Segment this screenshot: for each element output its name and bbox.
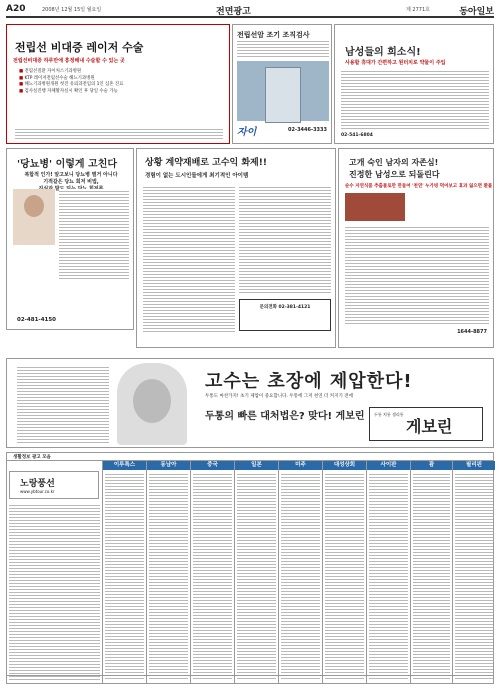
brand-name: 게보린 bbox=[406, 417, 453, 436]
ad-laser-surgery bbox=[6, 24, 230, 144]
page-header bbox=[6, 4, 494, 18]
subtitle-line: 기적같은 당뇨 회저 비법, bbox=[43, 179, 99, 185]
column-body bbox=[9, 503, 100, 681]
building-photo bbox=[237, 61, 329, 121]
brand-tagline: 두통 치통 생리통 bbox=[374, 412, 404, 417]
ad-diabetes bbox=[6, 148, 134, 330]
classifieds-column bbox=[453, 461, 495, 683]
column-heading: 사이판 bbox=[367, 461, 410, 470]
listing-text bbox=[193, 472, 232, 681]
ad-herbal-farming bbox=[136, 148, 336, 348]
ad-subtitle: 경험이 없는 도시인들에게 최기적인 아이템 bbox=[145, 173, 249, 179]
ad-title: 진정한 남성으로 되돌린다 bbox=[349, 170, 440, 179]
column-body bbox=[325, 472, 364, 681]
ad-title: 전립선암 조기 조직검사 bbox=[237, 31, 310, 39]
brand-box bbox=[369, 407, 483, 441]
phone-number: 02-481-4150 bbox=[17, 317, 57, 323]
classifieds-column bbox=[367, 461, 411, 683]
column-heading: 중국 bbox=[191, 461, 234, 470]
ad-slogan: 두통의 빠른 대처법은? 맞다! 게보린 bbox=[205, 411, 365, 422]
ad-body-text bbox=[239, 185, 331, 295]
ad-body-text bbox=[15, 127, 223, 141]
clinic-logo: 자이 bbox=[237, 127, 257, 138]
column-body bbox=[105, 472, 144, 681]
classifieds-column bbox=[235, 461, 279, 683]
classifieds-column bbox=[191, 461, 235, 683]
ad-headline: 고수는 초장에 제압한다! bbox=[205, 371, 413, 392]
ad-body-text bbox=[345, 225, 489, 325]
column-body bbox=[237, 472, 276, 681]
page-number: A20 bbox=[6, 4, 26, 14]
classifieds-column bbox=[411, 461, 453, 683]
ad-title: 상황 계약재배로 고수익 화제!! bbox=[145, 158, 267, 168]
feature-item: ■ 검사실진행 자체활자실시 확인 후 당일 수술 가능 bbox=[19, 89, 229, 96]
column-body bbox=[149, 472, 188, 681]
listing-text bbox=[369, 472, 408, 681]
ad-title: 고개 숙인 남자의 자존심! bbox=[349, 158, 439, 167]
classifieds-section bbox=[6, 452, 494, 684]
column-heading: 동남아 bbox=[147, 461, 190, 470]
column-body bbox=[369, 472, 408, 681]
ad-subtitle: 순수 자연식품 추출물로만 만들어 '천연' 누가빙 먹어보고 효과 잃으면 환불 bbox=[345, 184, 493, 189]
ad-subtitle: 두통도 마찬가지! 초기 제압이 중요합니다. 두통에 그저 천연 더 커지기 전에 bbox=[205, 394, 353, 399]
portrait-photo bbox=[13, 189, 55, 245]
ad-subtitle: 전립선비대증 하루만에 흥정해내 수술할 수 있는 곳 bbox=[13, 58, 125, 64]
ad-geborin-banner bbox=[6, 358, 494, 448]
classifieds-footer bbox=[7, 675, 493, 683]
column-heading: 괌 bbox=[411, 461, 452, 470]
feature-item: ■ 전립선질환 자이처스기과병원 bbox=[19, 69, 229, 76]
classifieds-column bbox=[7, 461, 103, 683]
ad-body-text bbox=[143, 185, 235, 333]
ad-title: 전립선 비대증 레이저 수술 bbox=[15, 41, 144, 54]
phone-number: 문의전화 02-381-4121 bbox=[239, 299, 331, 331]
ad-subtitle: 사용할 휴대가 간편하고 원터치로 약물이 주입 bbox=[345, 60, 446, 66]
ad-body-text bbox=[59, 189, 129, 281]
travel-agency-ad bbox=[9, 471, 99, 499]
column-heading: 대성상회 bbox=[323, 461, 366, 470]
listing-text bbox=[281, 472, 320, 681]
phone-number: 02-3446-3333 bbox=[288, 127, 327, 133]
face-illustration bbox=[117, 363, 187, 445]
section-title: 전면광고 bbox=[216, 7, 251, 17]
classifieds-column bbox=[103, 461, 147, 683]
listing-text bbox=[455, 472, 493, 681]
ad-body-text bbox=[237, 39, 329, 59]
classifieds-column bbox=[279, 461, 323, 683]
column-heading: 이루톡스 bbox=[103, 461, 146, 470]
feature-item: ■ KTP 레이저전립선수술 해뇨기과병원 bbox=[19, 76, 229, 83]
column-heading: 미주 bbox=[279, 461, 322, 470]
ad-mens-health bbox=[334, 24, 494, 144]
agency-url: www.ybtour.co.kr bbox=[20, 489, 55, 494]
column-body bbox=[193, 472, 232, 681]
classifieds-header bbox=[7, 453, 493, 461]
listing-text bbox=[413, 472, 450, 681]
issue-number: 제 2771호 bbox=[406, 7, 430, 13]
phone-number: 02-541-6804 bbox=[341, 133, 373, 138]
column-heading: 일본 bbox=[235, 461, 278, 470]
ad-title: '당뇨병' 이렇게 고친다 bbox=[17, 159, 118, 170]
column-body bbox=[455, 472, 493, 681]
column-body bbox=[413, 472, 450, 681]
phone-number: 1644-8877 bbox=[457, 329, 487, 335]
ad-body-text bbox=[341, 69, 489, 129]
classifieds-column bbox=[323, 461, 367, 683]
agency-name: 노랑풍선 bbox=[20, 479, 55, 489]
classifieds-title: 생활정보 광고 모음 bbox=[13, 455, 51, 460]
feature-list bbox=[19, 69, 229, 95]
column-heading: 필리핀 bbox=[453, 461, 495, 470]
newspaper-name: 동아일보 bbox=[459, 7, 494, 17]
ad-prostate-clinic bbox=[232, 24, 332, 144]
listing-text bbox=[149, 472, 188, 681]
subtitle-line: 복합적 인가! 알고보니 당뇨병 별거 아니다 bbox=[24, 172, 118, 178]
ad-title: 남성들의 희소식! bbox=[345, 47, 421, 58]
listing-text bbox=[325, 472, 364, 681]
product-photo bbox=[345, 193, 405, 221]
column-body bbox=[281, 472, 320, 681]
ad-body-text bbox=[17, 365, 109, 445]
listing-text bbox=[9, 503, 100, 681]
listing-text bbox=[237, 472, 276, 681]
issue-date: 2008년 12월 15일 월요일 bbox=[42, 7, 102, 13]
listing-text bbox=[105, 472, 144, 681]
feature-item: ■ 해뇨기과병원개원 첫진 유뢰과전임의 1인 심혼 진료 bbox=[19, 82, 229, 89]
ad-mens-supplement bbox=[338, 148, 494, 348]
classifieds-column bbox=[147, 461, 191, 683]
